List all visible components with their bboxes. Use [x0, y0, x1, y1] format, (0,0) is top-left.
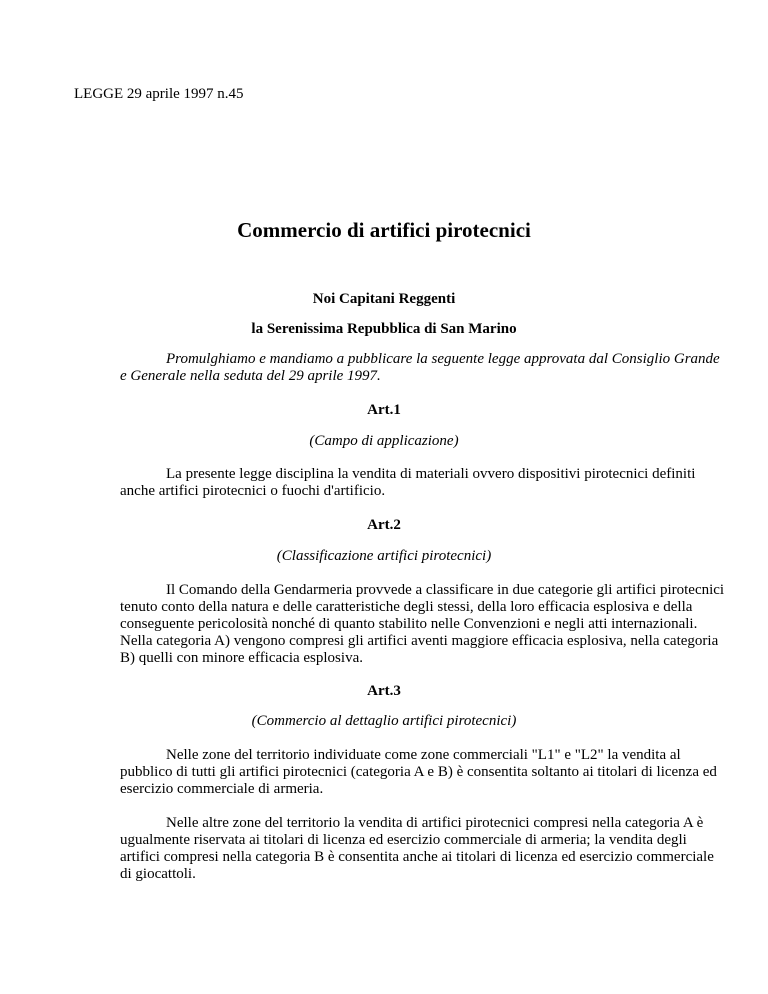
paragraph-line: La presente legge disciplina la vendita di materiali ovvero dispositivi pirotecnici definiti [166, 466, 696, 482]
promulgation-paragraph [74, 351, 720, 385]
paragraph-line: Il Comando della Gendarmeria provvede a classificare in due categorie gli artifici pirotecnici [166, 582, 725, 598]
article-heading: (Commercio al dettaglio artifici pirotecnici) [251, 713, 517, 729]
article-number: Art.2 [367, 517, 401, 533]
article-paragraph [74, 466, 714, 500]
document-title: Commercio di artifici pirotecnici [237, 218, 531, 242]
issuers-line: Noi Capitani Reggenti [312, 291, 456, 307]
article-heading: (Campo di applicazione) [309, 433, 459, 449]
paragraph-line: Nella categoria A) vengono compresi gli artifici aventi maggiore efficacia esplosiva, nella categoria [120, 633, 719, 649]
paragraph-line: ugualmente riservata ai titolari di licenza ed esercizio commerciale di armeria; la vendita degli [120, 832, 687, 848]
paragraph-line: anche artifici pirotecnici o fuochi d'artificio. [120, 483, 386, 499]
promulgation-line: Promulghiamo e mandiamo a pubblicare la seguente legge approvata dal Consiglio Grande [166, 351, 720, 367]
paragraph-line: B) quelli con minore efficacia esplosiva. [120, 650, 363, 666]
article-number: Art.3 [367, 683, 401, 699]
paragraph-line: conseguente pericolosità nonché di quanto stabilito nelle Convenzioni e negli atti internazionali. [120, 616, 698, 632]
promulgation-line: e Generale nella seduta del 29 aprile 1997. [120, 368, 381, 384]
paragraph-line: artifici compresi nella categoria B è consentita anche ai titolari di licenza ed esercizio commerciale [120, 849, 714, 865]
law-reference: LEGGE 29 aprile 1997 n.45 [74, 86, 244, 102]
article-paragraph [74, 747, 717, 798]
paragraph-line: di giocattoli. [120, 866, 196, 882]
paragraph-line: Nelle altre zone del territorio la vendita di artifici pirotecnici compresi nella categoria A è [166, 815, 704, 831]
paragraph-line: Nelle zone del territorio individuate come zone commerciali "L1" e "L2" la vendita al [166, 747, 681, 763]
article-heading: (Classificazione artifici pirotecnici) [276, 548, 492, 564]
article-paragraph [74, 582, 725, 667]
paragraph-line: tenuto conto della natura e delle caratteristiche degli stessi, della loro efficacia esplosiva e della [120, 599, 693, 615]
paragraph-line: pubblico di tutti gli artifici pirotecnici (categoria A e B) è consentita soltanto ai titolari di licenza ed [120, 764, 717, 780]
article-paragraph [74, 815, 714, 883]
paragraph-line: esercizio commerciale di armeria. [120, 781, 324, 797]
article-number: Art.1 [367, 402, 401, 418]
republic-line: la Serenissima Repubblica di San Marino [251, 321, 517, 337]
